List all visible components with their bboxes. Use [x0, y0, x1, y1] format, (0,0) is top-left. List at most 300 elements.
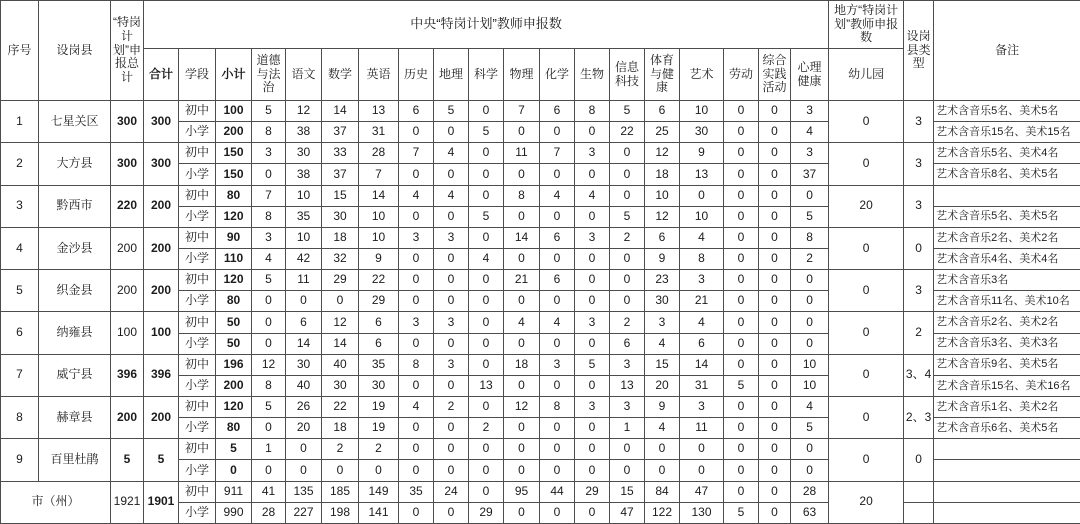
kindergarten-cell: 0	[829, 270, 904, 312]
subject-value-cell: 0	[759, 101, 791, 122]
subject-value-cell: 0	[434, 122, 469, 143]
subject-value-cell: 0	[252, 460, 286, 481]
subject-value-cell: 0	[504, 291, 540, 312]
stage-cell: 小学	[179, 122, 216, 143]
total-cell: 200	[144, 185, 179, 227]
subject-value-cell: 28	[252, 502, 286, 523]
subject-value-cell: 3	[680, 270, 724, 291]
subject-value-cell: 0	[469, 164, 504, 185]
subject-value-cell: 0	[759, 143, 791, 164]
subject-value-cell: 4	[540, 312, 575, 333]
subject-value-cell: 0	[610, 291, 645, 312]
county-type-cell: 3	[904, 185, 934, 227]
subject-value-cell: 4	[791, 396, 829, 417]
county-name-cell: 大方县	[39, 143, 111, 185]
subject-value-cell: 0	[469, 185, 504, 206]
serial-number-cell: 9	[1, 439, 39, 481]
header-subject: 英语	[359, 49, 399, 101]
subject-value-cell: 18	[322, 227, 359, 248]
subject-value-cell: 7	[540, 143, 575, 164]
remark-cell: 艺术含音乐5名、美术4名	[934, 143, 1080, 164]
subject-value-cell: 10	[359, 206, 399, 227]
subtotal-cell: 80	[216, 418, 252, 439]
subject-value-cell: 0	[469, 333, 504, 354]
subject-value-cell: 38	[286, 164, 322, 185]
stage-cell: 初中	[179, 101, 216, 122]
subject-value-cell: 30	[322, 375, 359, 396]
subject-value-cell: 6	[540, 227, 575, 248]
subtotal-cell: 120	[216, 206, 252, 227]
county-type-cell	[904, 481, 934, 502]
header-subtotal: 小计	[216, 49, 252, 101]
subject-value-cell: 15	[645, 354, 680, 375]
subject-value-cell: 10	[286, 227, 322, 248]
subject-value-cell: 5	[610, 206, 645, 227]
subject-value-cell: 11	[286, 270, 322, 291]
subtotal-cell: 911	[216, 481, 252, 502]
header-total: 合计	[144, 49, 179, 101]
remark-cell	[934, 502, 1080, 523]
subtotal-cell: 120	[216, 270, 252, 291]
kindergarten-cell: 20	[829, 185, 904, 227]
subject-value-cell: 0	[469, 291, 504, 312]
subject-value-cell: 0	[724, 312, 759, 333]
subject-value-cell: 0	[469, 439, 504, 460]
subject-value-cell: 28	[791, 481, 829, 502]
county-type-cell: 3	[904, 270, 934, 312]
subject-value-cell: 0	[759, 502, 791, 523]
subject-value-cell: 0	[286, 460, 322, 481]
subject-value-cell: 4	[575, 185, 610, 206]
total-cell: 200	[144, 396, 179, 438]
subject-value-cell: 0	[575, 375, 610, 396]
serial-number-cell: 7	[1, 354, 39, 396]
subject-value-cell: 0	[434, 460, 469, 481]
subject-value-cell: 122	[645, 502, 680, 523]
serial-number-cell: 8	[1, 396, 39, 438]
subject-value-cell: 31	[359, 122, 399, 143]
remark-cell: 艺术含音乐3名	[934, 270, 1080, 291]
remark-cell: 艺术含音乐6名、美术5名	[934, 418, 1080, 439]
subject-value-cell: 5	[252, 396, 286, 417]
subject-value-cell: 0	[610, 248, 645, 269]
subject-value-cell: 0	[724, 439, 759, 460]
subtotal-cell: 150	[216, 164, 252, 185]
remark-cell: 艺术含音乐4名、美术4名	[934, 248, 1080, 269]
county-name-cell: 纳雍县	[39, 312, 111, 354]
subject-value-cell: 0	[575, 439, 610, 460]
kindergarten-cell: 0	[829, 354, 904, 396]
subject-value-cell: 29	[359, 291, 399, 312]
subtotal-cell: 80	[216, 291, 252, 312]
header-central-plan: 中央“特岗计划”教师申报数	[144, 1, 829, 49]
subject-value-cell: 0	[540, 460, 575, 481]
subject-value-cell: 8	[575, 101, 610, 122]
stage-cell: 初中	[179, 481, 216, 502]
subject-value-cell: 5	[469, 122, 504, 143]
subtotal-cell: 990	[216, 502, 252, 523]
stage-cell: 小学	[179, 206, 216, 227]
subject-value-cell: 0	[540, 502, 575, 523]
subject-value-cell: 6	[540, 270, 575, 291]
total-cell: 5	[144, 439, 179, 481]
subject-value-cell: 3	[575, 312, 610, 333]
remark-cell	[934, 185, 1080, 206]
subtotal-cell: 196	[216, 354, 252, 375]
subject-value-cell: 0	[724, 333, 759, 354]
subject-value-cell: 0	[759, 185, 791, 206]
subject-value-cell: 9	[645, 248, 680, 269]
remark-cell: 艺术含音乐5名、美术5名	[934, 101, 1080, 122]
subject-value-cell: 18	[504, 354, 540, 375]
subject-value-cell: 13	[469, 375, 504, 396]
subject-value-cell: 0	[434, 333, 469, 354]
subject-value-cell: 185	[322, 481, 359, 502]
subject-value-cell: 0	[434, 206, 469, 227]
stage-cell: 初中	[179, 396, 216, 417]
table-row	[1, 312, 1080, 333]
subject-value-cell: 12	[286, 101, 322, 122]
subject-value-cell: 0	[724, 143, 759, 164]
table-row	[1, 396, 1080, 417]
subject-value-cell: 0	[469, 460, 504, 481]
subject-value-cell: 0	[759, 248, 791, 269]
header-remark: 备注	[934, 1, 1080, 101]
tegang-total-cell: 1921	[111, 481, 144, 523]
subject-value-cell: 0	[759, 396, 791, 417]
subject-value-cell: 0	[434, 164, 469, 185]
subject-value-cell: 40	[286, 375, 322, 396]
subject-value-cell: 0	[399, 248, 434, 269]
subject-value-cell: 0	[759, 375, 791, 396]
subject-value-cell: 0	[759, 312, 791, 333]
subject-value-cell: 0	[724, 270, 759, 291]
subject-value-cell: 9	[645, 396, 680, 417]
subject-value-cell: 8	[399, 354, 434, 375]
subject-value-cell: 10	[791, 354, 829, 375]
subject-value-cell: 8	[252, 122, 286, 143]
subject-value-cell: 2	[610, 312, 645, 333]
header-local-plan: 地方“特岗计划”教师申报数	[829, 1, 904, 49]
subject-value-cell: 3	[680, 396, 724, 417]
subject-value-cell: 47	[610, 502, 645, 523]
subject-value-cell: 6	[286, 312, 322, 333]
summary-label-cell: 市（州）	[1, 481, 111, 523]
subject-value-cell: 0	[575, 164, 610, 185]
subject-value-cell: 0	[680, 439, 724, 460]
subject-value-cell: 10	[791, 375, 829, 396]
header-stage: 学段	[179, 49, 216, 101]
table-row	[1, 143, 1080, 164]
subject-value-cell: 0	[791, 439, 829, 460]
stage-cell: 小学	[179, 291, 216, 312]
subject-value-cell: 0	[469, 354, 504, 375]
subject-value-cell: 6	[399, 101, 434, 122]
subtotal-cell: 100	[216, 101, 252, 122]
kindergarten-cell: 0	[829, 312, 904, 354]
subject-value-cell: 0	[724, 460, 759, 481]
remark-cell: 艺术含音乐15名、美术16名	[934, 375, 1080, 396]
remark-cell: 艺术含音乐1名、美术2名	[934, 396, 1080, 417]
subject-value-cell: 0	[399, 206, 434, 227]
subject-value-cell: 10	[680, 206, 724, 227]
table-row	[1, 270, 1080, 291]
subject-value-cell: 84	[645, 481, 680, 502]
header-subject: 生物	[575, 49, 610, 101]
total-cell: 1901	[144, 481, 179, 523]
stage-cell: 初中	[179, 270, 216, 291]
subject-value-cell: 12	[645, 206, 680, 227]
subject-value-cell: 3	[791, 143, 829, 164]
tegang-total-cell: 220	[111, 185, 144, 227]
subject-value-cell: 3	[399, 227, 434, 248]
subject-value-cell: 0	[469, 312, 504, 333]
subject-value-cell: 11	[680, 418, 724, 439]
subject-value-cell: 25	[645, 122, 680, 143]
subtotal-cell: 200	[216, 122, 252, 143]
subject-value-cell: 0	[434, 291, 469, 312]
subject-value-cell: 0	[759, 227, 791, 248]
subject-value-cell: 7	[359, 164, 399, 185]
subject-value-cell: 7	[399, 143, 434, 164]
subject-value-cell: 4	[434, 185, 469, 206]
header-subject: 科学	[469, 49, 504, 101]
subject-value-cell: 3	[575, 143, 610, 164]
subject-value-cell: 3	[434, 354, 469, 375]
header-subject: 劳动	[724, 49, 759, 101]
tegang-total-cell: 200	[111, 396, 144, 438]
subject-value-cell: 4	[399, 396, 434, 417]
subject-value-cell: 20	[286, 418, 322, 439]
kindergarten-cell: 20	[829, 481, 904, 523]
subject-value-cell: 0	[724, 101, 759, 122]
subject-value-cell: 14	[680, 354, 724, 375]
subject-value-cell: 13	[359, 101, 399, 122]
header-subject: 心理健康	[791, 49, 829, 101]
subject-value-cell: 2	[469, 418, 504, 439]
stage-cell: 小学	[179, 418, 216, 439]
subject-value-cell: 3	[252, 227, 286, 248]
tegang-total-cell: 300	[111, 143, 144, 185]
subject-value-cell: 0	[399, 460, 434, 481]
subject-value-cell: 0	[252, 291, 286, 312]
remark-cell: 艺术含音乐8名、美术5名	[934, 164, 1080, 185]
subject-value-cell: 4	[680, 227, 724, 248]
subject-value-cell: 0	[504, 248, 540, 269]
subject-value-cell: 14	[322, 101, 359, 122]
subject-value-cell: 0	[399, 333, 434, 354]
remark-cell: 艺术含音乐5名、美术5名	[934, 206, 1080, 227]
county-name-cell: 金沙县	[39, 227, 111, 269]
subject-value-cell: 8	[252, 375, 286, 396]
subject-value-cell: 2	[791, 248, 829, 269]
subject-value-cell: 0	[724, 396, 759, 417]
county-name-cell: 赫章县	[39, 396, 111, 438]
subject-value-cell: 0	[680, 460, 724, 481]
subject-value-cell: 0	[504, 333, 540, 354]
subject-value-cell: 0	[540, 333, 575, 354]
subject-value-cell: 0	[469, 396, 504, 417]
subject-value-cell: 0	[252, 164, 286, 185]
subject-value-cell: 29	[469, 502, 504, 523]
subject-value-cell: 15	[610, 481, 645, 502]
subject-value-cell: 0	[575, 206, 610, 227]
subject-value-cell: 10	[359, 227, 399, 248]
header-serial-number: 序号	[1, 1, 39, 101]
kindergarten-cell: 0	[829, 143, 904, 185]
subject-value-cell: 0	[575, 270, 610, 291]
header-subject: 艺术	[680, 49, 724, 101]
subject-value-cell: 26	[286, 396, 322, 417]
subject-value-cell: 0	[359, 460, 399, 481]
subject-value-cell: 0	[504, 502, 540, 523]
remark-cell	[934, 439, 1080, 460]
subject-value-cell: 0	[540, 291, 575, 312]
subject-value-cell: 0	[724, 418, 759, 439]
serial-number-cell: 6	[1, 312, 39, 354]
subject-value-cell: 0	[434, 439, 469, 460]
kindergarten-cell: 0	[829, 439, 904, 481]
subject-value-cell: 0	[759, 122, 791, 143]
subject-value-cell: 0	[724, 122, 759, 143]
kindergarten-cell: 0	[829, 101, 904, 143]
header-subject: 道德与法治	[252, 49, 286, 101]
header-subject: 语文	[286, 49, 322, 101]
subject-value-cell: 0	[759, 270, 791, 291]
subject-value-cell: 0	[504, 375, 540, 396]
header-subject: 地理	[434, 49, 469, 101]
subject-value-cell: 0	[791, 333, 829, 354]
subject-value-cell: 0	[434, 248, 469, 269]
remark-cell: 艺术含音乐2名、美术2名	[934, 312, 1080, 333]
subject-value-cell: 0	[791, 270, 829, 291]
total-cell: 396	[144, 354, 179, 396]
serial-number-cell: 1	[1, 101, 39, 143]
subject-value-cell: 14	[286, 333, 322, 354]
county-name-cell: 织金县	[39, 270, 111, 312]
county-type-cell: 3、4	[904, 354, 934, 396]
subject-value-cell: 14	[322, 333, 359, 354]
subject-value-cell: 0	[759, 291, 791, 312]
subject-value-cell: 14	[504, 227, 540, 248]
subject-value-cell: 7	[504, 101, 540, 122]
subject-value-cell: 9	[680, 143, 724, 164]
header-subject: 物理	[504, 49, 540, 101]
subject-value-cell: 4	[434, 143, 469, 164]
subtotal-cell: 110	[216, 248, 252, 269]
table-row	[1, 185, 1080, 206]
county-type-cell: 2	[904, 312, 934, 354]
subject-value-cell: 24	[434, 481, 469, 502]
subject-value-cell: 0	[540, 418, 575, 439]
subject-value-cell: 0	[575, 248, 610, 269]
subject-value-cell: 135	[286, 481, 322, 502]
subtotal-cell: 200	[216, 375, 252, 396]
remark-cell	[934, 460, 1080, 481]
subject-value-cell: 0	[724, 185, 759, 206]
subject-value-cell: 0	[399, 502, 434, 523]
subject-value-cell: 149	[359, 481, 399, 502]
total-cell: 100	[144, 312, 179, 354]
subject-value-cell: 0	[724, 481, 759, 502]
stage-cell: 初中	[179, 312, 216, 333]
subject-value-cell: 0	[575, 502, 610, 523]
subject-value-cell: 3	[791, 101, 829, 122]
subtotal-cell: 150	[216, 143, 252, 164]
subject-value-cell: 3	[252, 143, 286, 164]
subject-value-cell: 0	[540, 248, 575, 269]
header-county: 设岗县	[39, 1, 111, 101]
subtotal-cell: 0	[216, 460, 252, 481]
stage-cell: 小学	[179, 248, 216, 269]
subject-value-cell: 0	[434, 502, 469, 523]
subject-value-cell: 35	[286, 206, 322, 227]
subject-value-cell: 21	[504, 270, 540, 291]
subject-value-cell: 6	[645, 101, 680, 122]
subject-value-cell: 0	[399, 439, 434, 460]
subject-value-cell: 5	[469, 206, 504, 227]
subject-value-cell: 6	[680, 333, 724, 354]
kindergarten-cell: 0	[829, 396, 904, 438]
subject-value-cell: 37	[791, 164, 829, 185]
subject-value-cell: 4	[645, 333, 680, 354]
subject-value-cell: 0	[322, 460, 359, 481]
subject-value-cell: 8	[540, 396, 575, 417]
subject-value-cell: 4	[469, 248, 504, 269]
subject-value-cell: 0	[434, 270, 469, 291]
subject-value-cell: 0	[540, 122, 575, 143]
subject-value-cell: 21	[680, 291, 724, 312]
subject-value-cell: 0	[504, 439, 540, 460]
subject-value-cell: 0	[645, 439, 680, 460]
subject-value-cell: 10	[645, 185, 680, 206]
stage-cell: 小学	[179, 164, 216, 185]
county-type-cell: 0	[904, 439, 934, 481]
county-type-cell	[904, 502, 934, 523]
subject-value-cell: 30	[645, 291, 680, 312]
subject-value-cell: 22	[359, 270, 399, 291]
subject-value-cell: 0	[434, 375, 469, 396]
subject-value-cell: 0	[399, 164, 434, 185]
subject-value-cell: 0	[791, 460, 829, 481]
subtotal-cell: 120	[216, 396, 252, 417]
subject-value-cell: 5	[724, 502, 759, 523]
subject-value-cell: 4	[680, 312, 724, 333]
stage-cell: 小学	[179, 502, 216, 523]
subject-value-cell: 0	[610, 164, 645, 185]
subject-value-cell: 30	[680, 122, 724, 143]
subject-value-cell: 29	[322, 270, 359, 291]
subject-value-cell: 0	[469, 481, 504, 502]
subject-value-cell: 10	[286, 185, 322, 206]
subject-value-cell: 20	[645, 375, 680, 396]
header-kindergarten: 幼儿园	[829, 49, 904, 101]
remark-cell: 艺术含音乐9名、美术5名	[934, 354, 1080, 375]
tegang-total-cell: 200	[111, 227, 144, 269]
table-row	[1, 439, 1080, 460]
header-subject: 化学	[540, 49, 575, 101]
remark-cell: 艺术含音乐2名、美术2名	[934, 227, 1080, 248]
subject-value-cell: 3	[399, 312, 434, 333]
remark-cell: 艺术含音乐3名、美术3名	[934, 333, 1080, 354]
subject-value-cell: 7	[252, 185, 286, 206]
subject-value-cell: 0	[399, 270, 434, 291]
subject-value-cell: 6	[540, 101, 575, 122]
subject-value-cell: 0	[399, 418, 434, 439]
subject-value-cell: 9	[359, 248, 399, 269]
subject-value-cell: 31	[680, 375, 724, 396]
subject-value-cell: 0	[759, 481, 791, 502]
